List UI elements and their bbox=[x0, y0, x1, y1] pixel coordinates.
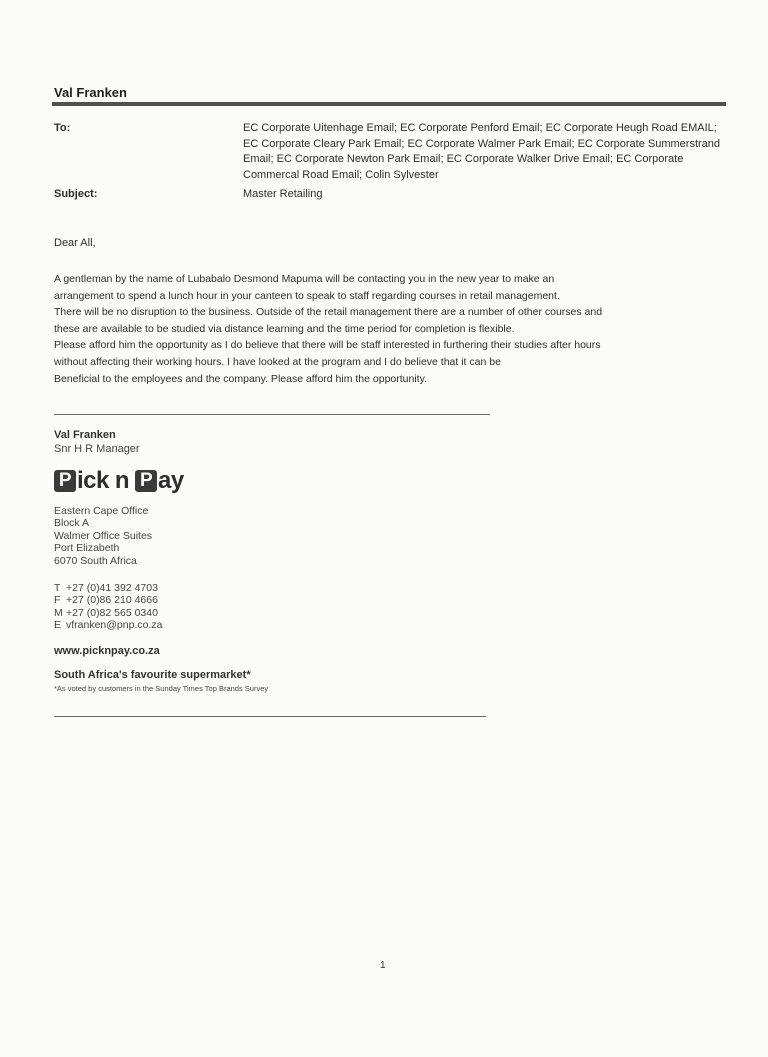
body-line: without affecting their working hours. I have looked at the program and I do believe that it can be bbox=[54, 355, 501, 368]
logo-word: n bbox=[114, 467, 130, 494]
contact-email: E vfranken@pnp.co.za bbox=[54, 619, 163, 632]
survey-note: *As voted by customers in the Sunday Times Top Brands Survey bbox=[54, 684, 269, 693]
signature-title: Snr H R Manager bbox=[54, 443, 140, 455]
contact-mobile: M +27 (0)82 565 0340 bbox=[54, 606, 158, 619]
subject-label: Subject: bbox=[54, 188, 98, 200]
body-line: A gentleman by the name of Lubabalo Desmond Mapuma will be contacting you in the new year to make an bbox=[54, 273, 555, 285]
to-recipients: EC Corporate Uitenhage Email; EC Corporate Penford Email; EC Corporate Heugh Road EMAIL; EC Corporate Cleary Park Email; EC Corporate Walmer Park Email; EC Corporate Summerstrand Email; EC Corporate Newton Park Email; EC Corporate Walker Drive Email; EC Corporate Commercal Road Email; Colin Sylvester bbox=[243, 122, 721, 181]
header-divider bbox=[52, 102, 726, 106]
to-label: To: bbox=[54, 122, 71, 134]
logo-word: ick bbox=[77, 467, 109, 494]
logo-box-letter: P bbox=[135, 470, 157, 492]
greeting: Dear All, bbox=[54, 237, 96, 249]
website-link: www.picknpay.co.za bbox=[54, 645, 160, 657]
office-address bbox=[54, 505, 152, 567]
picknpay-logo bbox=[54, 466, 184, 496]
body-line: Beneficial to the employees and the company. Please afford him the opportunity. bbox=[54, 372, 427, 385]
signature-top-divider bbox=[54, 414, 490, 415]
address-line: Port Elizabeth bbox=[54, 542, 120, 555]
subject-value: Master Retailing bbox=[243, 188, 323, 200]
contact-fax: F +27 (0)86 210 4666 bbox=[54, 594, 158, 607]
body-line: There will be no disruption to the business. Outside of the retail management there are a number of other courses and bbox=[54, 306, 603, 319]
address-line: Block A bbox=[54, 517, 90, 530]
contact-telephone: T +27 (0)41 392 4703 bbox=[54, 582, 158, 594]
logo-word: ay bbox=[158, 467, 184, 494]
address-line: 6070 South Africa bbox=[54, 554, 137, 567]
page-number: 1 bbox=[380, 960, 386, 971]
logo-box-letter: P bbox=[54, 470, 76, 492]
address-line: Eastern Cape Office bbox=[54, 505, 149, 517]
tagline: South Africa's favourite supermarket* bbox=[54, 669, 251, 681]
signature-name: Val Franken bbox=[54, 429, 116, 441]
sender-name: Val Franken bbox=[54, 85, 127, 100]
body-line: these are available to be studied via distance learning and the time period for completion is flexible. bbox=[54, 322, 515, 335]
body-line: Please afford him the opportunity as I do believe that there will be staff interested in furthering their studies after hours bbox=[54, 339, 601, 352]
email-body bbox=[54, 271, 726, 387]
signature-bottom-divider bbox=[54, 716, 486, 717]
address-line: Walmer Office Suites bbox=[54, 529, 153, 542]
contact-details bbox=[54, 582, 162, 632]
body-line: arrangement to spend a lunch hour in your canteen to speak to staff regarding courses in retail management. bbox=[54, 289, 560, 302]
